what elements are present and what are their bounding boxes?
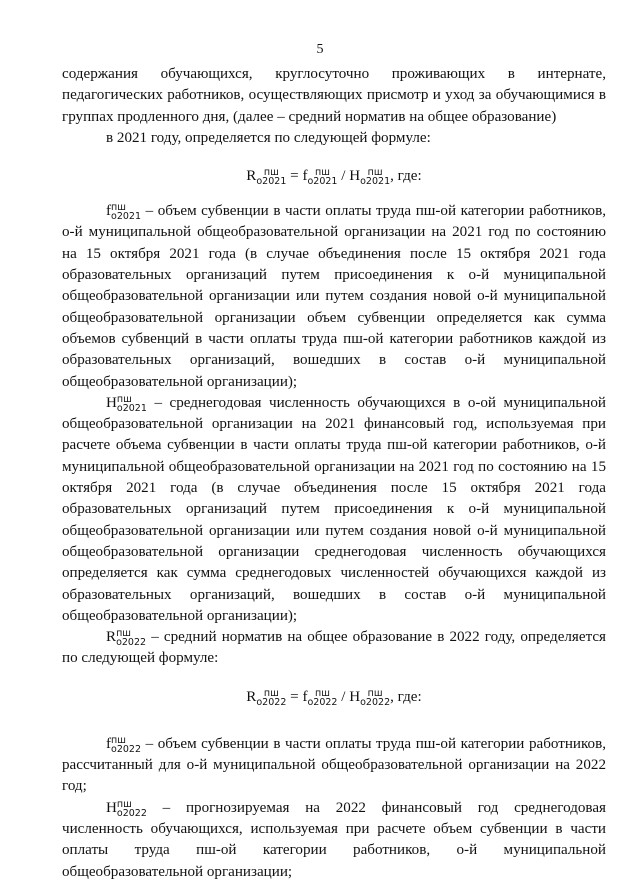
document-body (62, 64, 606, 883)
formula-intro-text: в 2021 году, определяется по следующей формуле: (106, 129, 431, 146)
symbol-r-2022: R пш o2022 (246, 687, 287, 708)
formula-2021: R пш o2021 = f пш o2021 / H пш o2021 , где: (246, 167, 422, 188)
definition-f-2022: f пш o2022 – объем субвенции в части оплаты труда пш-ой категории работников, рассчитанный для о-й муниципальной общеобразовательной организации на 2022 год; (62, 734, 606, 795)
definition-f-2021: f пш o2021 – объем субвенции в части оплаты труда пш-ой категории работников, о-й муниципальной общеобразовательной организации на 2021 год по состоянию на 15 октября 2021 года (в случае объединения после 15 октября 2021 года образовательных организаций путем присоединения к о-й муниципальной общеобразовательной организации или путем создания новой о-й муниципальной общеобразовательной организации объем субвенции определяется как сумма объемов субвенций в части оплаты труда пш-ой категории работников каждой из образовательных организаций, вошедших в состав о-й муниципальной общеобразовательной организации); (62, 202, 606, 390)
symbol-f-2021: f пш o2021 (302, 167, 338, 188)
symbol-r-2021: R пш o2021 (246, 167, 287, 188)
paragraph-continuation: содержания обучающихся, круглосуточно проживающих в интернате, педагогических работников, осуществляющих присмотр и уход за обучающимися в группах продленного дня, (далее – средний норматив на общее образование) (62, 66, 606, 125)
symbol-f-2022: f пш o2022 (302, 687, 338, 708)
page-number: 5 (316, 42, 324, 57)
definition-h-2021: H пш o2021 – среднегодовая численность обучающихся в о-ой муниципальной общеобразовательной организации на 2021 финансовый год, используемая при расчете объема субвенции в части оплаты труда пш-ой категории работников, о-й муниципальной общеобразовательной организации на 2021 год по состоянию на 15 октября 2021 года (в случае объединения после 15 октября 2021 года образовательных организаций путем присоединения к о-й муниципальной общеобразовательной организации или путем создания новой о-й муниципальной общеобразовательной организации среднегодовая численность обучающихся определяется как сумма среднегодовых численностей обучающихся каждой из образовательных организаций, вошедших в состав о-й муниципальной общеобразовательной организации); (62, 393, 606, 624)
symbol-h-2021: H пш o2021 (349, 167, 391, 188)
definition-h-2022: H пш o2022 – прогнозируемая на 2022 финансовый год среднегодовая численность обучающихся, используемая при расчете объем субвенции в части оплаты труда пш-ой категории работников, о-й муниципальной общеобразовательной организации; (62, 798, 606, 880)
definition-r-2022: R пш o2022 – средний норматив на общее образование в 2022 году, определяется по следующей формуле: (62, 628, 606, 667)
symbol-h-2022: H пш o2022 (349, 687, 391, 708)
formula-2022: R пш o2022 = f пш o2022 / H пш o2022 , где: (246, 687, 422, 708)
